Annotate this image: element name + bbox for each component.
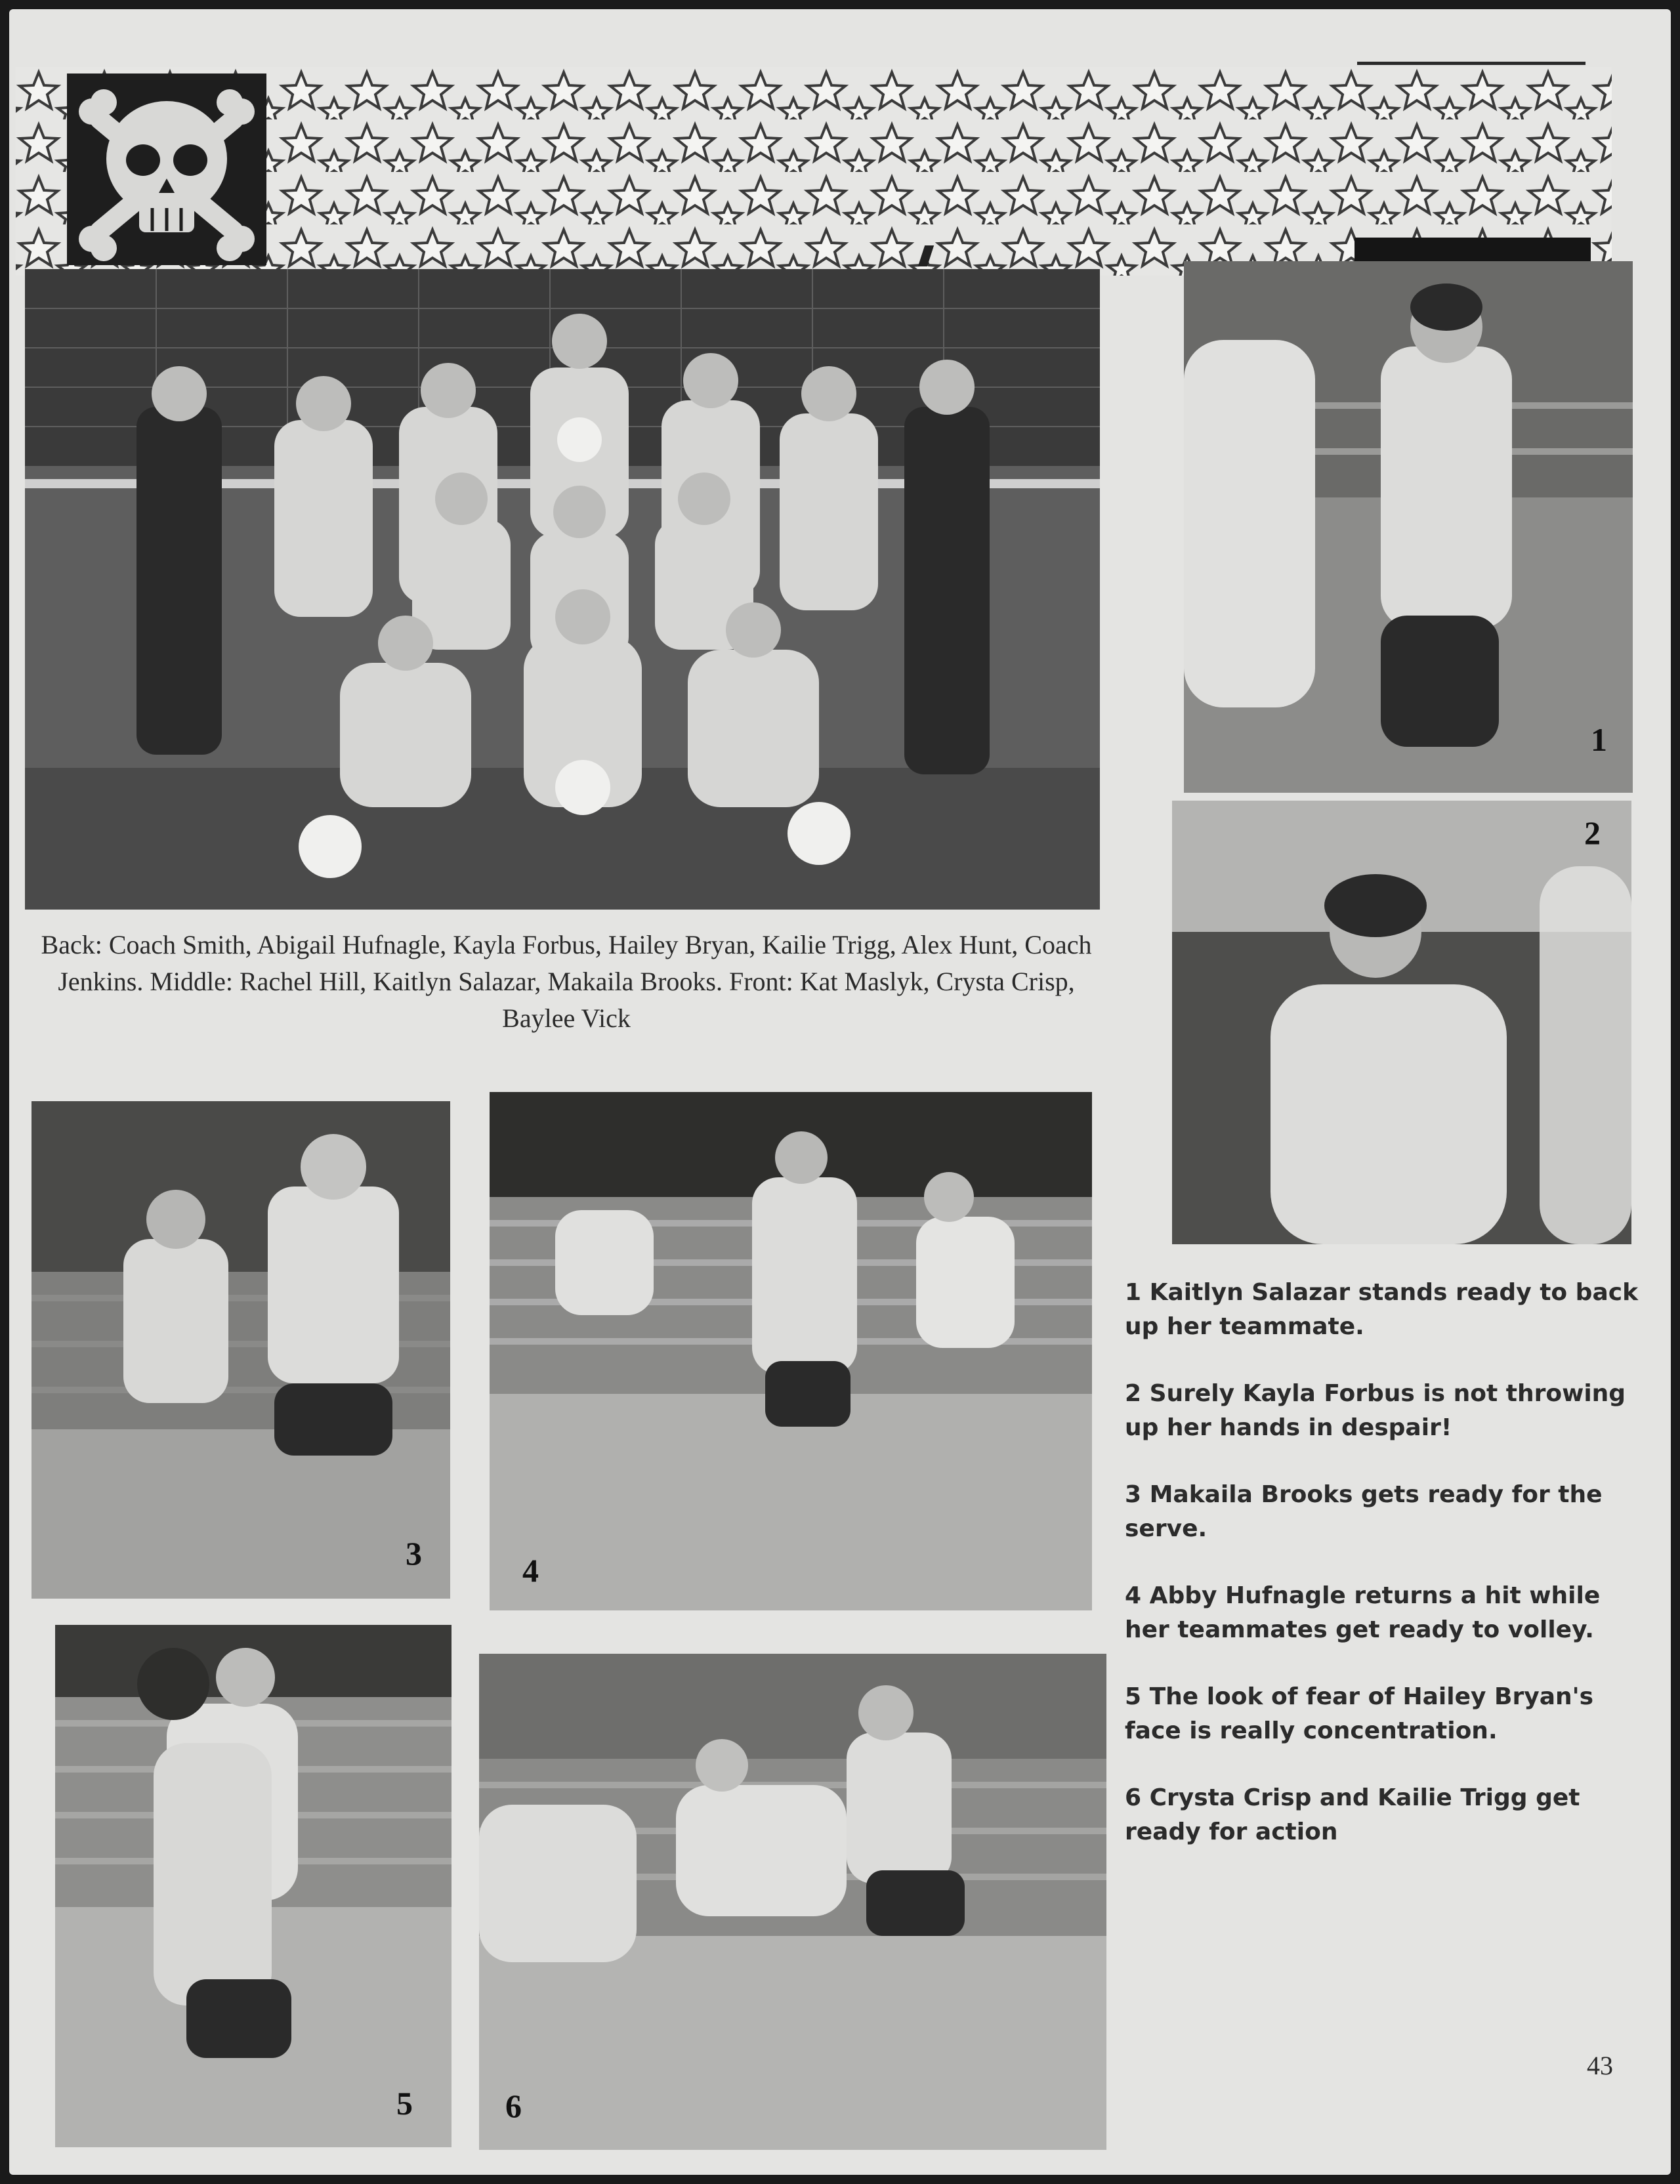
skull-crossbones-icon: [67, 74, 266, 265]
photo-5: [55, 1625, 452, 2147]
photo-1-number: 1: [1591, 721, 1607, 758]
group-photo-caption: Back: Coach Smith, Abigail Hufnagle, Kayla Forbus, Hailey Bryan, Kailie Trigg, Alex Hunt, Coach Jenkins. Middle: Rachel Hill, Kaitlyn Salazar, Makaila Brooks. Front: Kat Maslyk, Crysta Crisp, Baylee Vick: [41, 930, 1092, 1033]
team-group-photo: [25, 269, 1100, 910]
photo-2: [1172, 801, 1631, 1244]
photo-4-number: 4: [522, 1552, 539, 1589]
photo-2-number: 2: [1584, 814, 1601, 851]
caption-4: 4 Abby Hufnagle returns a hit while her teammates get ready to volley.: [1125, 1582, 1601, 1643]
caption-2: 2 Surely Kayla Forbus is not throwing up her hands in despair!: [1125, 1380, 1626, 1441]
caption-3: 3 Makaila Brooks gets ready for the serve.: [1125, 1481, 1603, 1542]
photo-3: [32, 1101, 450, 1599]
photo-4: [490, 1092, 1092, 1610]
page-number: 43: [1587, 2051, 1613, 2080]
photo-6: [479, 1654, 1106, 2150]
photo-captions: [1125, 1276, 1643, 1882]
photo-5-number: 5: [396, 2085, 413, 2122]
photo-1: [1184, 261, 1633, 793]
photo-3-number: 3: [406, 1535, 422, 1572]
caption-5: 5 The look of fear of Hailey Bryan's face is really concentration.: [1125, 1683, 1594, 1744]
caption-6: 6 Crysta Crisp and Kailie Trigg get ready for action: [1125, 1784, 1580, 1845]
caption-1: 1 Kaitlyn Salazar stands ready to back up her teammate.: [1125, 1279, 1639, 1340]
photo-6-number: 6: [505, 2088, 522, 2124]
header-rule: [1357, 62, 1586, 65]
yearbook-page: [9, 9, 1671, 2175]
